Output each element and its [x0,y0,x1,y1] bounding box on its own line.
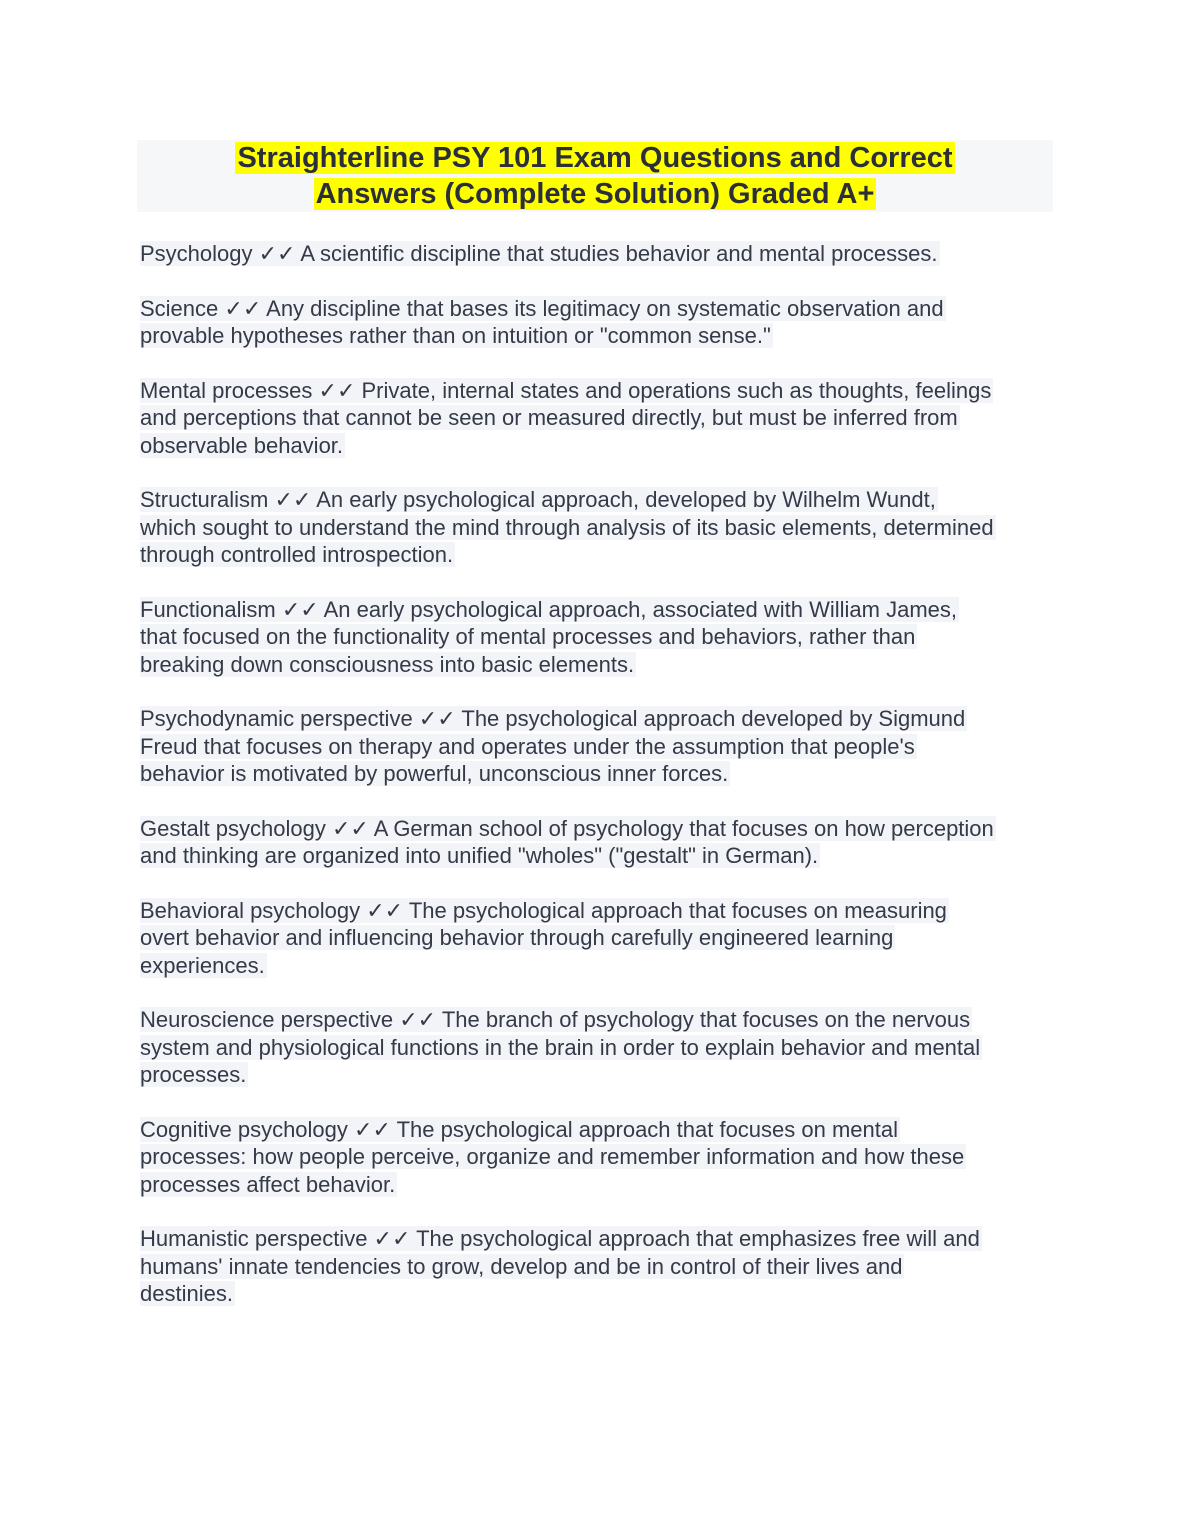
definition-line: overt behavior and influencing behavior through carefully engineered learning [140,925,894,950]
definition-entry [140,705,1060,788]
definition-line: and perceptions that cannot be seen or measured directly, but must be inferred from [140,405,958,430]
definition-line: Science ✓✓ Any discipline that bases its legitimacy on systematic observation and [140,295,944,321]
definition-line: through controlled introspection. [140,542,454,567]
definition-line: Cognitive psychology ✓✓ The psychological approach that focuses on mental [140,1116,899,1142]
definition-line: Freud that focuses on therapy and operates under the assumption that people's [140,733,915,759]
definition-list [140,240,1060,1335]
definition-line: behavior is motivated by powerful, unconscious inner forces. [140,761,729,786]
definition-line: processes affect behavior. [140,1171,396,1197]
definition-entry [140,596,1060,679]
definition-line: Neuroscience perspective ✓✓ The branch of psychology that focuses on the nervous [140,1007,971,1032]
definition-entry [140,897,1060,980]
definition-line: processes. [140,1062,247,1087]
title-line-1: Straighterline PSY 101 Exam Questions and Correct [237,142,953,174]
definition-line: Humanistic perspective ✓✓ The psychological approach that emphasizes free will and [140,1226,980,1251]
definition-entry [140,486,1060,569]
definition-line: which sought to understand the mind through analysis of its basic elements, determined [140,514,994,540]
definition-line: Behavioral psychology ✓✓ The psychological approach that focuses on measuring [140,897,947,923]
definition-line: Psychology ✓✓ A scientific discipline that studies behavior and mental processes. [140,241,938,266]
definition-line: Functionalism ✓✓ An early psychological approach, associated with William James, [140,596,957,622]
definition-line: breaking down consciousness into basic elements. [140,651,635,677]
definition-line: processes: how people perceive, organize and remember information and how these [140,1144,965,1169]
title-line-2: Answers (Complete Solution) Graded A+ [315,178,875,210]
definition-entry [140,1006,1060,1089]
definition-line: Psychodynamic perspective ✓✓ The psychological approach developed by Sigmund [140,706,966,731]
definition-entry [140,815,1060,870]
definition-line: observable behavior. [140,432,344,458]
definition-line: that focused on the functionality of mental processes and behaviors, rather than [140,624,916,649]
definition-entry [140,1225,1060,1308]
definition-line: provable hypotheses rather than on intuition or "common sense." [140,323,771,348]
definition-entry [140,377,1060,460]
document-title [137,140,1053,212]
definition-line: system and physiological functions in the brain in order to explain behavior and mental [140,1034,981,1060]
definition-line: experiences. [140,952,265,978]
definition-line: humans' innate tendencies to grow, develop and be in control of their lives and [140,1253,903,1279]
definition-entry [140,295,1060,350]
definition-entry [140,1116,1060,1199]
definition-line: Gestalt psychology ✓✓ A German school of psychology that focuses on how perception [140,815,994,841]
definition-entry [140,240,1060,268]
definition-line: Structuralism ✓✓ An early psychological approach, developed by Wilhelm Wundt, [140,487,936,512]
definition-line: destinies. [140,1281,233,1306]
definition-line: and thinking are organized into unified "wholes" ("gestalt" in German). [140,843,819,868]
definition-line: Mental processes ✓✓ Private, internal states and operations such as thoughts, feelings [140,377,992,403]
